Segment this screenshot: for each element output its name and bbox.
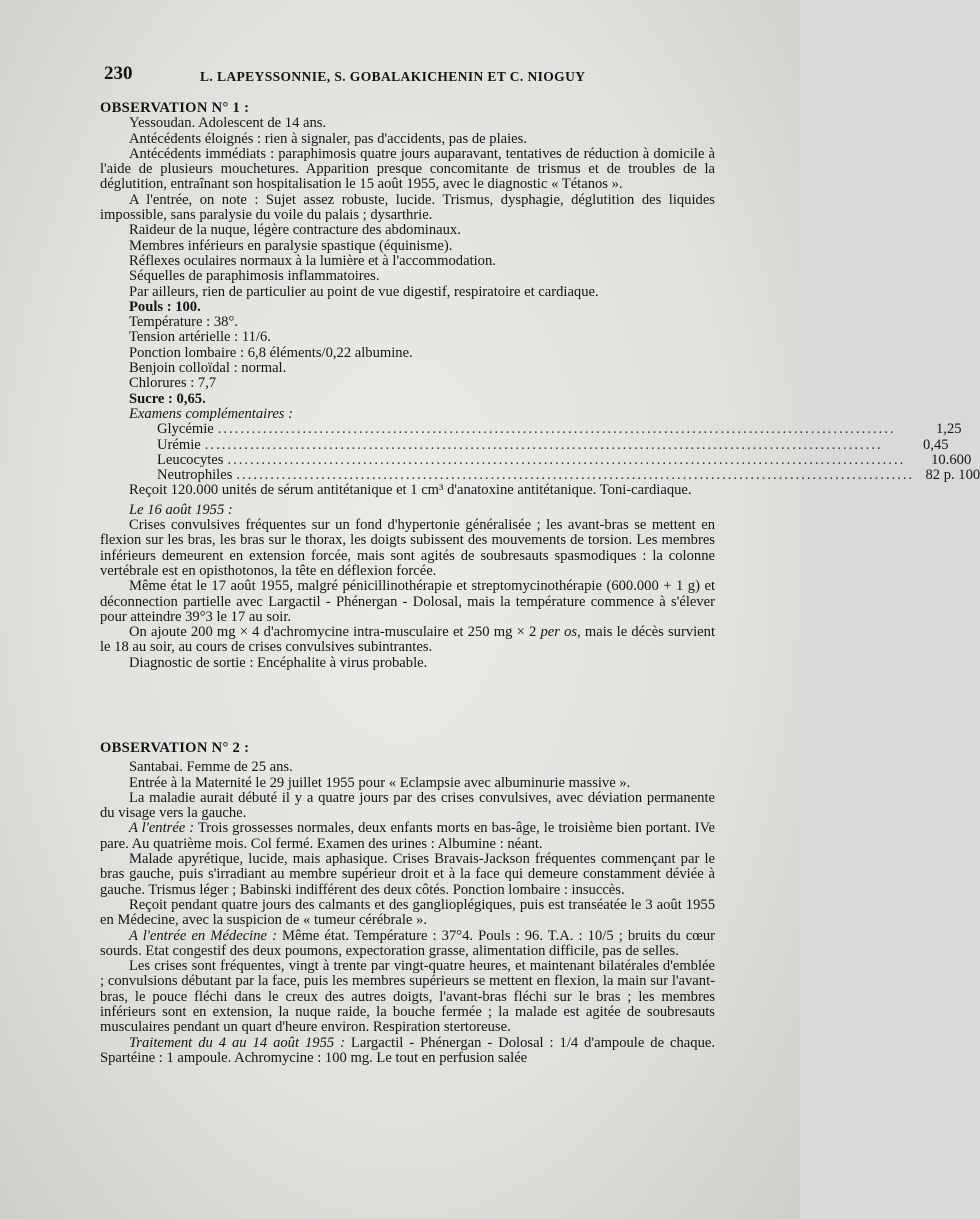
lab-name: Leucocytes [157, 451, 224, 468]
lab-name: Neutrophiles [157, 467, 233, 484]
ailleurs: Par ailleurs, rien de particulier au point de vue digestif, respiratoire et cardiaque. [129, 283, 599, 300]
lab-value: 0,45 [923, 436, 949, 453]
running-head: L. LAPEYSSONNIE, S. GOBALAKICHENIN ET C. NIOGUY [200, 69, 586, 84]
a-lentree-text: Trois grossesses normales, deux enfants morts en bas-âge, le troisième bien portant. IVe pare. Au quatrième mois. Col fermé. Examen des urines : Albumine : néant. [100, 820, 715, 852]
page-header [100, 63, 715, 88]
on-ajoute [100, 625, 715, 656]
lab-value: 82 p. 100 [925, 467, 980, 484]
membres: Membres inférieurs en paralysie spastique (équinisme). [129, 237, 453, 254]
meme-etat: Même état le 17 août 1955, malgré pénicillinothérapie et streptomycinothérapie (600.000 + 1 g) et déconnection partielle avec Largactil - Phénergan - Dolosal, mais la température commence à s'élever pour atteindre 39°3 le 17 au soir. [100, 578, 715, 625]
chlorures: Chlorures : 7,7 [129, 375, 217, 392]
observation-1-title: OBSERVATION N° 1 : [100, 100, 250, 116]
antecedents-immediats: Antécédents immédiats : paraphimosis quatre jours auparavant, tentatives de réduction à domicile à l'aide de plusieurs mouchetures. Apparition presque concomitante de trismus et de troubles de la déglutition, entraînant son hospitalisation le 15 août 1955, avec le diagnostic « Tétanos ». [100, 145, 715, 193]
traitement-text: Largactil - Phénergan - Dolosal : 1/4 d'ampoule de chaque. Spartéine : 1 ampoule. Achromycine : 100 mg. Le tout en perfusion salée [100, 1034, 715, 1066]
leader-dots: ........................................................................................................................ [236, 467, 915, 484]
on-ajoute-text-b: , mais le décès survient le 18 au soir, au cours de crises convulsives subintrantes. [100, 624, 715, 656]
crises-convulsives: Crises convulsives fréquentes sur un fond d'hypertonie généralisée ; les avant-bras se mettent en flexion sur les bras, les bras sur le thorax, les doigts subissent des mouvements de torsion. Les membres inférieurs demeurent en extension forcée, mais sont agités de soubresauts spasmodiques : la colonne vertébrale est en opisthotonos, la tête en déflexion forcée. [100, 517, 715, 579]
pouls: Pouls : 100. [129, 298, 201, 315]
lab-name: Glycémie [157, 421, 214, 438]
entree-maternite: Entrée à la Maternité le 29 juillet 1955 pour « Eclampsie avec albuminurie massive ». [129, 774, 631, 791]
entree-note: A l'entrée, on note : Sujet assez robuste, lucide. Trismus, dysphagie, déglutition des liquides impossible, sans paralysie du voile du palais ; dysarthrie. [100, 191, 715, 224]
ponction: Ponction lombaire : 6,8 éléments/0,22 albumine. [129, 344, 413, 361]
examens-title: Examens complémentaires : [129, 405, 293, 422]
recoit: Reçoit pendant quatre jours des calmants et des ganglioplégiques, puis est transéatée le 3 août 1955 en Médecine, avec la suspicion de « tumeur cérébrale ». [100, 896, 715, 929]
date-16-aout: Le 16 août 1955 : [129, 501, 233, 518]
lab-row [100, 421, 962, 438]
tension: Tension artérielle : 11/6. [129, 329, 271, 346]
sucre: Sucre : 0,65. [129, 390, 206, 407]
observation-2 [100, 741, 715, 1066]
nuque: Raideur de la nuque, légère contracture des abdominaux. [129, 222, 461, 239]
lab-row [100, 451, 972, 468]
benjoin: Benjoin colloïdal : normal. [129, 360, 287, 377]
leader-dots: ........................................................................................................................ [204, 436, 883, 453]
lab-row [100, 436, 949, 453]
entree-medecine-label: A l'entrée en Médecine : [129, 927, 277, 944]
reflexes: Réflexes oculaires normaux à la lumière et à l'accommodation. [129, 252, 496, 269]
diagnostic-sortie: Diagnostic de sortie : Encéphalite à virus probable. [129, 654, 428, 671]
observation-1 [100, 100, 980, 671]
a-lentree-label: A l'entrée : [129, 820, 195, 837]
leader-dots: ........................................................................................................................ [227, 451, 906, 468]
entree-medecine [100, 929, 715, 960]
leader-dots: ........................................................................................................................ [217, 421, 896, 438]
a-lentree [100, 821, 715, 852]
lab-value: 10.600 [931, 451, 972, 468]
maladie: La maladie aurait débuté il y a quatre jours par des crises convulsives, avec déviation permanente du visage vers la gauche. [100, 789, 715, 822]
lab-name: Urémie [157, 436, 201, 453]
patient: Santabai. Femme de 25 ans. [129, 759, 293, 776]
recoit-serum: Reçoit 120.000 unités de sérum antitétanique et 1 cm³ d'anatoxine antitétanique. Toni-cardiaque. [129, 482, 692, 499]
traitement [100, 1036, 715, 1067]
antecedents-eloignes: Antécédents éloignés : rien à signaler, pas d'accidents, pas de plaies. [129, 130, 527, 147]
on-ajoute-text-a: On ajoute 200 mg × 4 d'achromycine intra-musculaire et 250 mg × 2 [129, 624, 537, 641]
temperature: Température : 38°. [129, 314, 238, 331]
traitement-label: Traitement du 4 au 14 août 1955 : [129, 1034, 345, 1051]
entree-medecine-text: Même état. Température : 37°4. Pouls : 96. T.A. : 10/5 ; bruits du cœur sourds. Etat congestif des deux poumons, expectoration grasse, alimentation difficile, pas de selles. [100, 927, 715, 959]
malade: Malade apyrétique, lucide, mais aphasique. Crises Bravais-Jackson fréquentes commençant par le bras gauche, puis s'irradiant au membre supérieur droit et à la face qui demeure constamment déviée à gauche. Trismus léger ; Babinski indifférent des deux côtés. Ponction lombaire : insuccès. [100, 851, 715, 898]
patient: Yessoudan. Adolescent de 14 ans. [129, 115, 327, 132]
sequelles: Séquelles de paraphimosis inflammatoires. [129, 268, 380, 285]
observation-2-title: OBSERVATION N° 2 : [100, 740, 250, 756]
lab-value: 1,25 [936, 421, 962, 438]
page-number: 230 [104, 63, 133, 84]
per-os: per os [540, 624, 578, 641]
crises: Les crises sont fréquentes, vingt à trente par vingt-quatre heures, et maintenant bilatérales d'emblée ; convulsions débutant par la face, puis les membres supérieurs se mettent en flexion, la main sur l'avant-bras, le pouce fléchi dans le creux des autres doigts, l'avant-bras fléchi sur le bras ; les membres inférieurs sont en extension, la nuque raide, la bouche fermée ; la malade est agitée de soubresauts musculaires pendant un quart d'heure environ. Respiration stertoreuse. [100, 958, 715, 1036]
lab-row [100, 467, 980, 484]
